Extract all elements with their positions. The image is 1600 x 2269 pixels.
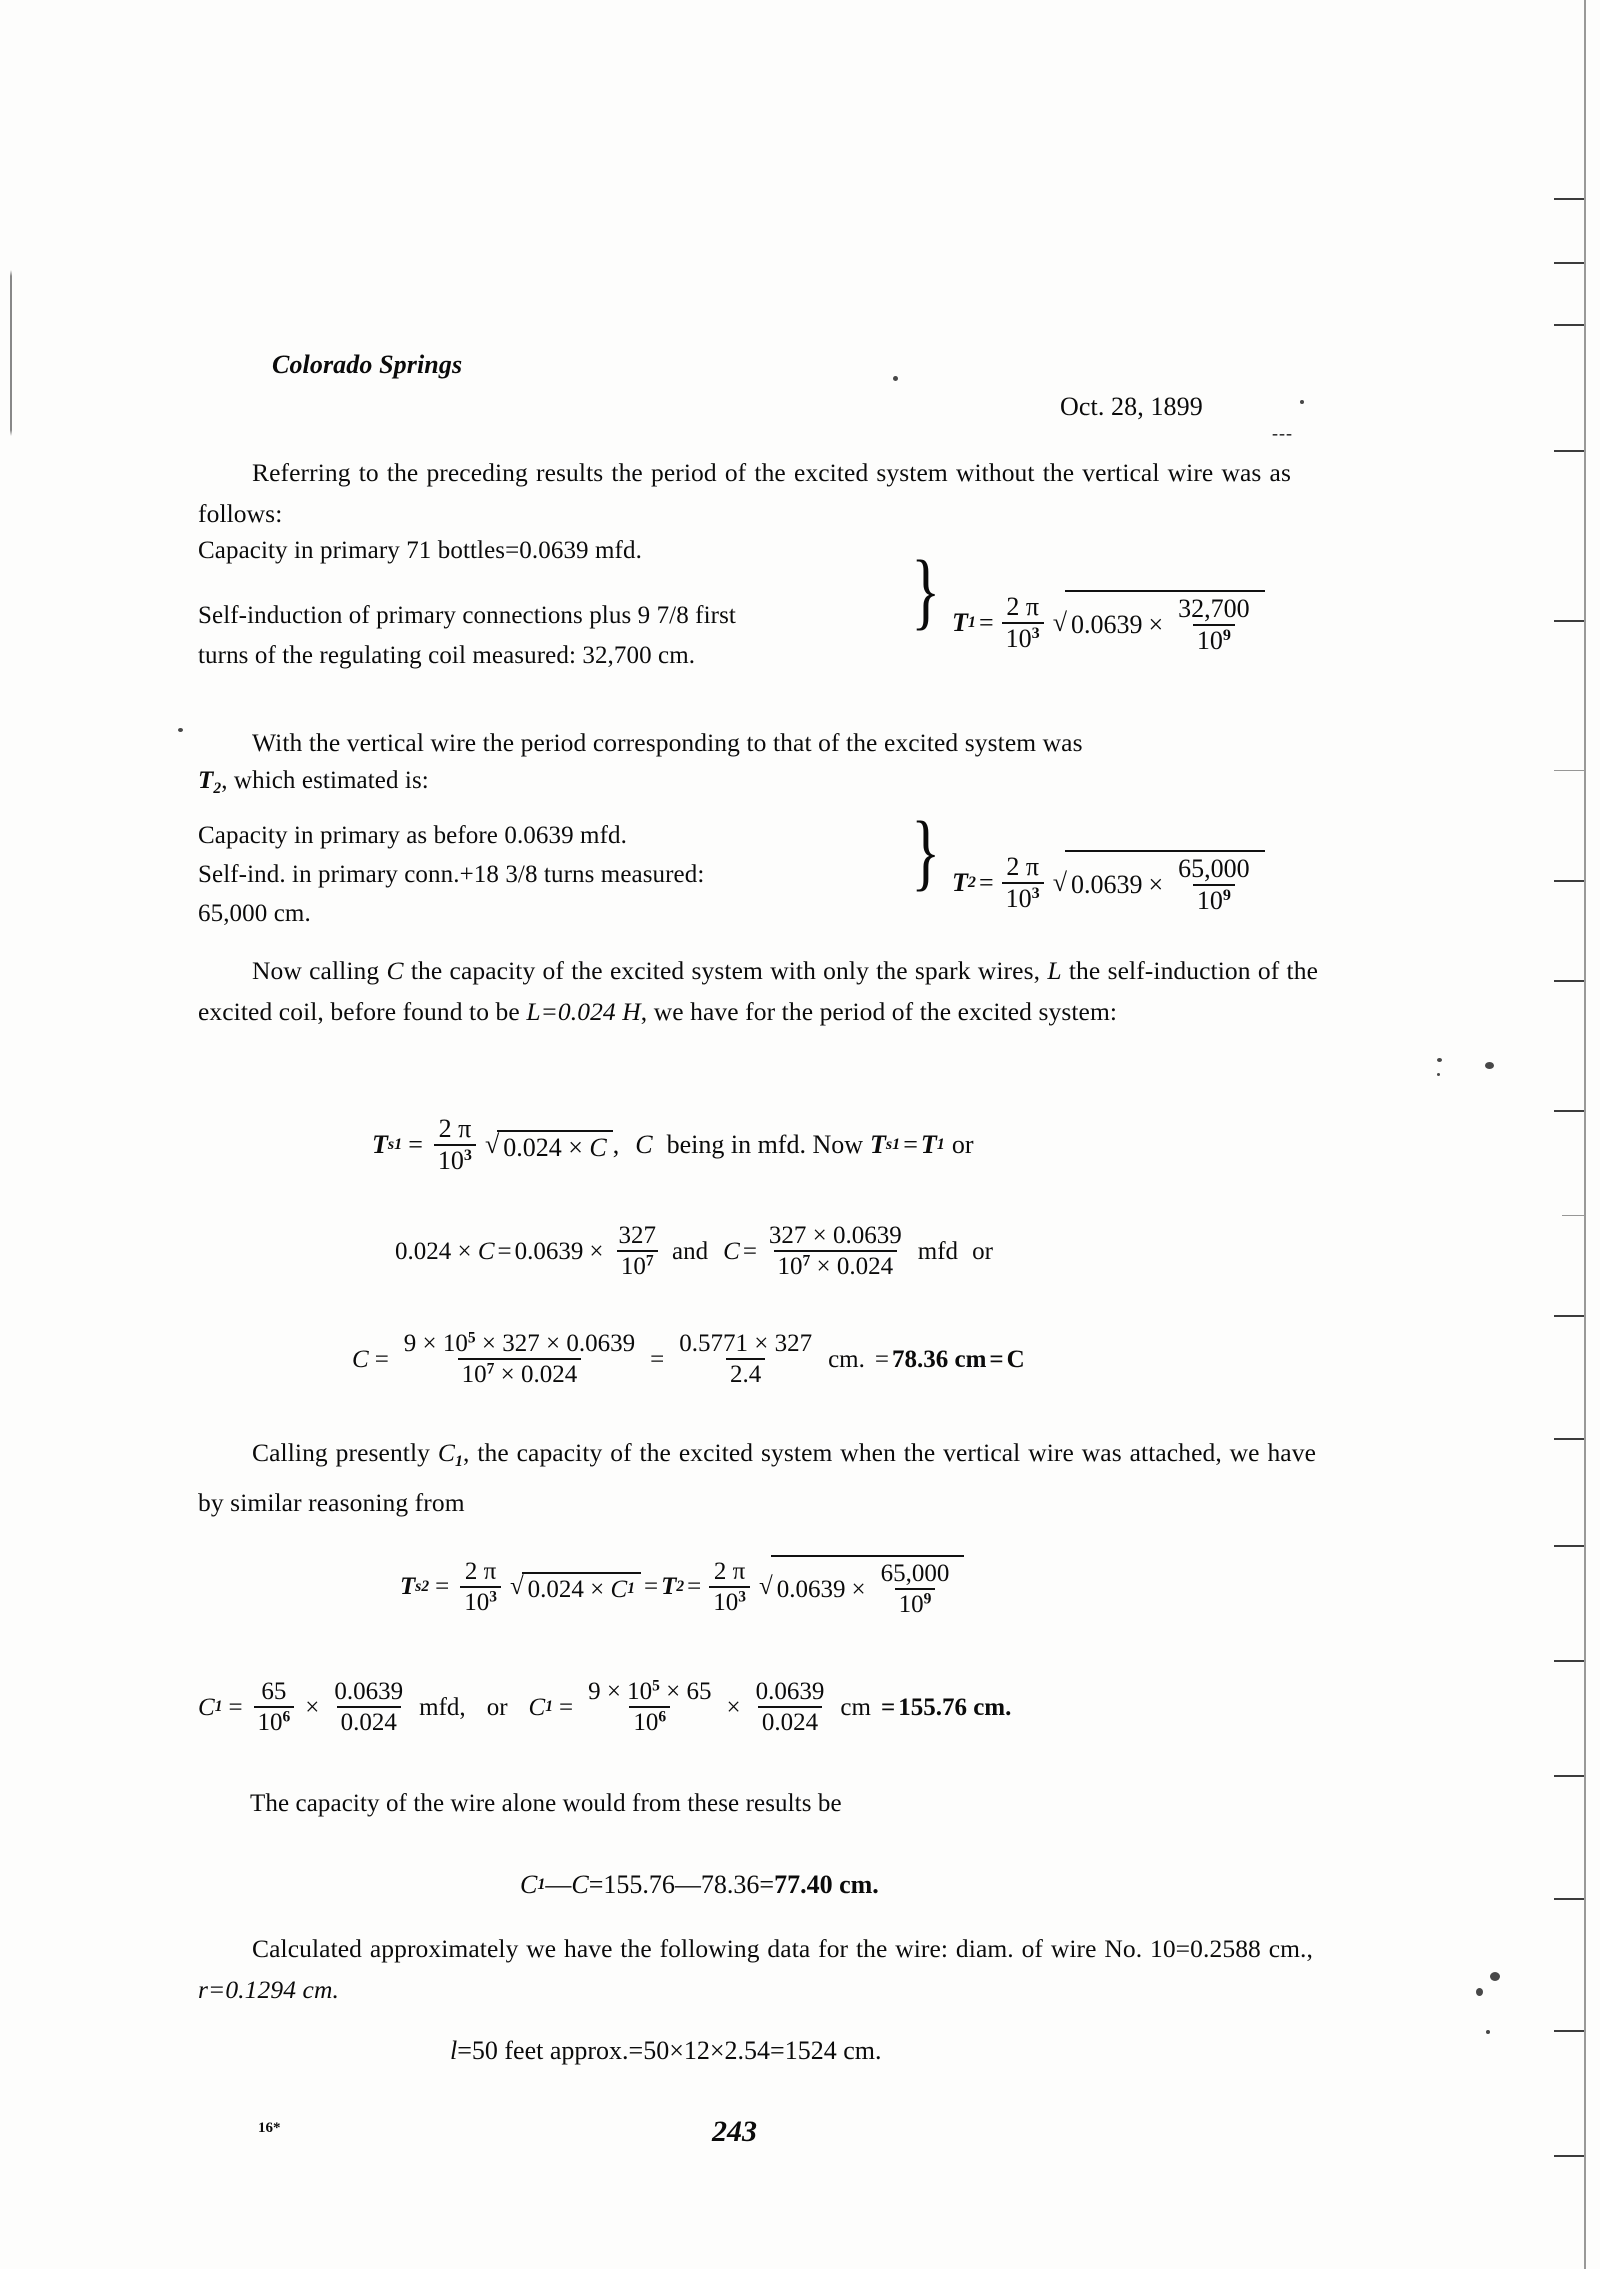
T1-coef-den-exponent: 3 — [1031, 624, 1040, 642]
p3-part-c: the self-induction of the excited coil, before found to be — [198, 956, 1319, 1026]
Cvalue-f1-num-b: × 327 × 0.0639 — [481, 1330, 636, 1357]
equation-length — [450, 2038, 881, 2064]
p3-part-e: , we have for the period of the excited system: — [640, 997, 1118, 1026]
Ts2-radicand2-first: 0.0639 — [776, 1575, 846, 1603]
Csolve-f1-den-exponent: 7 — [645, 1252, 654, 1270]
Cvalue-f1-den-exponent: 7 — [486, 1360, 495, 1378]
Ts1-coef-den-exponent: 3 — [463, 1147, 472, 1165]
Csolve-left: 0.024 × — [395, 1237, 472, 1265]
Ts2-radical-1 — [510, 1572, 641, 1602]
T2-radicand-first: 0.0639 — [1070, 870, 1143, 900]
Cvalue-unit: cm. — [828, 1345, 865, 1373]
C1value-times-2: × — [726, 1693, 741, 1721]
C1value-f3-denominator — [629, 1706, 670, 1736]
C1-symbol-inline: C — [437, 1438, 455, 1467]
paragraph-now-calling-C — [198, 950, 1318, 1032]
Ts1-radical — [485, 1130, 613, 1161]
Ts2-inner-fraction — [877, 1560, 954, 1618]
C1value-unit-2: cm — [840, 1693, 871, 1721]
equation-C1-minus-C — [520, 1872, 879, 1898]
Cvalue-equals-4: = — [989, 1345, 1004, 1373]
Csolve-fraction-2 — [765, 1222, 906, 1280]
Ts2-coef-denominator — [460, 1586, 501, 1616]
Ts2-coef2-den-base: 10 — [713, 1588, 739, 1616]
block2-line2: Self-ind. in primary conn.+18 3/8 turns measured: — [198, 861, 705, 888]
Ts2-inner-den-exponent: 9 — [923, 1590, 932, 1608]
C1value-result: 155.76 cm. — [898, 1693, 1012, 1721]
T2-radical — [1053, 850, 1265, 915]
signature-mark: 16* — [258, 2120, 281, 2136]
Ts1-comma: , — [612, 1130, 620, 1160]
length-var: l — [450, 2036, 458, 2065]
diff-equals: = — [588, 1870, 604, 1899]
C1value-f3-den-exponent: 6 — [658, 1708, 667, 1726]
Cvalue-f1-num-a: 9 × 10 — [403, 1330, 468, 1357]
Ts2-inner-den-base: 10 — [898, 1591, 924, 1618]
Ts1-subscript: s1 — [387, 1136, 403, 1154]
Ts1-coefficient-fraction — [434, 1115, 476, 1175]
Ts2-radicand-1 — [522, 1572, 641, 1602]
T1-subscript: 1 — [967, 613, 976, 631]
Ts2-radicand-var: C — [610, 1575, 628, 1603]
T1-radicand-first: 0.0639 — [1070, 610, 1143, 640]
T1-radical — [1053, 590, 1265, 655]
sqrt-icon: √ — [1052, 867, 1067, 897]
p3-part-b: the capacity of the excited system with only the spark wires, — [403, 956, 1048, 985]
T1-coefficient-fraction — [1002, 593, 1044, 653]
paragraph-referring — [198, 452, 1291, 534]
paragraph-calling-presently — [198, 1432, 1316, 1523]
Cvalue-result-var: C — [1006, 1345, 1025, 1373]
Ts2-coef2-den-exponent: 3 — [738, 1587, 746, 1605]
T2-inner-fraction — [1174, 855, 1254, 915]
C1value-equals-1: = — [228, 1693, 243, 1721]
page-number: 243 — [712, 2115, 757, 2148]
T2-inner-den-exponent: 9 — [1222, 887, 1231, 905]
T2-inline-symbol: T — [198, 767, 214, 794]
Csolve-f2-den-rest: × 0.024 — [816, 1253, 894, 1280]
p6-part-a: Calculated approximately we have the following data for the wire: diam. of wire No. 10=0.2588 cm., — [252, 1934, 1313, 1963]
block2-brace: } — [911, 803, 941, 899]
Ts1-tail-text2: or — [951, 1130, 974, 1160]
T2-subscript: 2 — [967, 873, 976, 891]
Csolve-fraction-1 — [615, 1222, 661, 1280]
Csolve-value: 0.0639 — [514, 1237, 584, 1265]
Csolve-f2-den-exponent: 7 — [802, 1252, 811, 1270]
C1value-unit-1: mfd, — [419, 1693, 466, 1721]
T2-inline-subscript: 2 — [213, 779, 222, 797]
T1-coef-denominator — [1002, 622, 1044, 653]
L-value-inline: L=0.024 H — [526, 997, 641, 1026]
block1-line3: turns of the regulating coil measured: 32,700 cm. — [198, 642, 696, 669]
T2-coef-den-exponent: 3 — [1031, 884, 1040, 902]
Csolve-f2-den-base: 10 — [777, 1253, 803, 1280]
equation-C-solve — [395, 1222, 1000, 1280]
Csolve-f1-numerator: 327 — [618, 1222, 657, 1249]
Cvalue-f1-denominator — [458, 1358, 582, 1388]
Cvalue-f1-num-exponent: 5 — [467, 1329, 476, 1347]
T2-inner-den-base: 10 — [1196, 886, 1223, 916]
Csolve-f2-numerator: 327 × 0.0639 — [768, 1222, 902, 1249]
T2-coef-numerator: 2 π — [1006, 851, 1039, 881]
diff-rhs: 155.76—78.36= — [603, 1870, 775, 1899]
Csolve-equals-1: = — [497, 1237, 512, 1265]
Ts1-tail-var1: C — [635, 1130, 653, 1160]
sqrt-icon: √ — [484, 1130, 500, 1160]
T1-coef-den-base: 10 — [1005, 623, 1032, 653]
T1-inner-numerator: 32,700 — [1178, 594, 1250, 623]
Cvalue-fraction-1 — [400, 1330, 639, 1388]
equation-T2 — [952, 850, 1265, 915]
paragraph-with-vertical-wire — [198, 722, 1308, 763]
paragraph-calculated-approximately — [198, 1928, 1313, 2010]
Csolve-tail: or — [972, 1237, 993, 1265]
Ts2-radicand-sub: 1 — [627, 1580, 635, 1598]
place-heading: Colorado Springs — [272, 350, 463, 379]
Ts2-coefficient-fraction-2 — [709, 1558, 750, 1616]
T1-inner-den-exponent: 9 — [1222, 627, 1231, 645]
Cvalue-equals-2: = — [650, 1345, 665, 1373]
Cvalue-equals-3: = — [874, 1345, 889, 1373]
paragraph-with-vertical-wire-line2 — [198, 763, 429, 807]
C1value-f3-num-b: × 65 — [666, 1678, 712, 1705]
T1-times: × — [1148, 610, 1164, 640]
T1-equals: = — [978, 607, 994, 637]
C1value-fraction-2 — [330, 1678, 407, 1736]
Ts1-tail-text1: being in mfd. Now — [666, 1130, 864, 1160]
C1value-f4-numerator: 0.0639 — [755, 1678, 825, 1705]
C-symbol-inline: C — [386, 956, 404, 985]
Cvalue-equals-1: = — [374, 1345, 389, 1373]
T2-symbol: T — [952, 867, 968, 897]
date-line: Oct. 28, 1899 — [1060, 392, 1203, 421]
T1-symbol: T — [952, 607, 968, 637]
sqrt-icon: √ — [509, 1573, 524, 1600]
C1value-rhs-sub: 1 — [545, 1698, 553, 1716]
Ts2-coef2-denominator — [709, 1586, 750, 1616]
T1-inner-fraction — [1174, 595, 1254, 655]
Csolve-times: × — [589, 1237, 604, 1265]
C1value-f1-denominator — [254, 1706, 295, 1736]
equation-C1-value — [198, 1678, 1011, 1736]
date-underline-artifact: --- — [1272, 423, 1293, 443]
Csolve-f2-denominator — [774, 1250, 898, 1280]
C1value-fraction-4 — [752, 1678, 829, 1736]
Ts1-symbol: T — [372, 1130, 388, 1160]
C1-subscript-inline: 1 — [454, 1453, 463, 1471]
sqrt-icon: √ — [1052, 607, 1067, 637]
block2-line3: 65,000 cm. — [198, 900, 311, 927]
paragraph-capacity-of-wire: The capacity of the wire alone would from these results be — [250, 1790, 842, 1817]
Cvalue-f2-denominator: 2.4 — [726, 1358, 765, 1388]
T2-equals: = — [978, 867, 994, 897]
diff-result: 77.40 cm. — [774, 1870, 879, 1899]
Ts1-tail-sub3: 1 — [936, 1136, 945, 1154]
Ts1-tail-sub2: s1 — [885, 1136, 901, 1154]
Ts2-times: × — [851, 1575, 866, 1603]
Cvalue-f1-den-base: 10 — [461, 1361, 487, 1388]
Ts1-tail-equals: = — [903, 1130, 918, 1160]
Ts2-radicand-2 — [771, 1555, 965, 1618]
Ts1-tail-var2: T — [870, 1130, 886, 1160]
Cvalue-lhs-var: C — [352, 1345, 369, 1373]
length-text: =50 feet approx.=50×12×2.54=1524 cm. — [457, 2036, 882, 2065]
Ts2-coefficient-fraction — [460, 1558, 501, 1616]
C1value-fraction-3 — [584, 1678, 715, 1736]
block2-line1: Capacity in primary as before 0.0639 mfd. — [198, 822, 627, 849]
paragraph-referring-text: Referring to the preceding results the period of the excited system without the vertical wire was as follows: — [198, 458, 1291, 528]
Cvalue-result: 78.36 cm — [891, 1345, 987, 1373]
C1value-rhs-var: C — [528, 1693, 546, 1721]
C1value-fraction-1 — [254, 1678, 295, 1736]
C1value-f2-denominator: 0.024 — [337, 1706, 401, 1736]
diff-var-2: C — [571, 1870, 589, 1899]
paragraph-with-vertical-wire-tail: , which estimated is: — [221, 767, 429, 794]
Csolve-equals-2: = — [742, 1237, 757, 1265]
Ts2-equals-3: = — [687, 1573, 702, 1600]
T2-coef-denominator — [1002, 882, 1044, 913]
T1-radicand — [1065, 590, 1265, 655]
C1value-equals-2: = — [558, 1693, 574, 1721]
Csolve-f1-denominator — [617, 1250, 658, 1280]
Ts1-coef-denominator — [434, 1144, 476, 1175]
Ts2-equals-2: = — [643, 1573, 659, 1600]
Ts1-coef-den-base: 10 — [437, 1146, 464, 1176]
equation-Ts1 — [372, 1115, 981, 1175]
sqrt-icon: √ — [758, 1573, 773, 1600]
Cvalue-f1-den-rest: × 0.024 — [500, 1361, 578, 1388]
C1value-lhs-sub: 1 — [214, 1698, 223, 1716]
p4-part-a: Calling presently — [252, 1438, 438, 1467]
Csolve-unit: mfd — [917, 1237, 959, 1265]
C1value-times-1: × — [305, 1693, 320, 1721]
block1-line2: Self-induction of primary connections plus 9 7/8 first — [198, 602, 736, 629]
Ts2-symbol: T — [400, 1573, 416, 1600]
T2-coef-den-base: 10 — [1005, 883, 1032, 913]
Ts2-radicand-text: 0.024 × — [527, 1575, 605, 1603]
C1value-equals-3: = — [880, 1693, 896, 1721]
C1value-or: or — [486, 1693, 508, 1721]
p4-part-b: , the capacity of the excited system when the vertical wire was attached, we have by similar reasoning from — [198, 1438, 1316, 1518]
C1value-f3-num-a: 9 × 10 — [588, 1678, 653, 1705]
Ts2-radical-2 — [759, 1555, 964, 1618]
paragraph-with-vertical-wire-text: With the vertical wire the period corresponding to that of the excited system was — [252, 728, 1083, 757]
C1value-f3-den-base: 10 — [633, 1709, 659, 1736]
C1value-lhs-var: C — [198, 1693, 215, 1721]
Ts1-radicand-var: C — [589, 1132, 607, 1162]
block1-line1: Capacity in primary 71 bottles=0.0639 mfd. — [198, 537, 642, 564]
diff-sub-1: 1 — [537, 1875, 546, 1893]
C1value-f4-denominator: 0.024 — [758, 1706, 822, 1736]
C1value-f1-den-exponent: 6 — [282, 1708, 291, 1726]
Ts2-mid-sub: 2 — [676, 1577, 685, 1595]
C1value-f1-den-base: 10 — [257, 1709, 283, 1736]
Ts2-coef-den-base: 10 — [464, 1588, 490, 1616]
Ts1-radicand-text: 0.024 × — [503, 1132, 583, 1162]
equation-C-value — [352, 1330, 1025, 1388]
equation-Ts2 — [400, 1555, 964, 1618]
diff-var-1: C — [520, 1870, 538, 1899]
Ts2-coef-den-exponent: 3 — [489, 1587, 497, 1605]
Csolve-right-var: C — [723, 1237, 740, 1265]
Csolve-and: and — [672, 1237, 709, 1265]
T1-inner-den-base: 10 — [1196, 626, 1223, 656]
Ts2-equals-1: = — [435, 1573, 450, 1600]
equation-T1 — [952, 590, 1265, 655]
C1value-f1-numerator: 65 — [261, 1678, 287, 1705]
Cvalue-f1-numerator — [400, 1330, 639, 1358]
T1-inner-denominator — [1193, 624, 1235, 655]
block1-brace: } — [911, 542, 941, 638]
T1-coef-numerator: 2 π — [1006, 591, 1039, 621]
L-symbol-inline: L — [1047, 956, 1062, 985]
C1value-f3-numerator — [584, 1678, 715, 1706]
Csolve-left-var: C — [477, 1237, 495, 1265]
p3-part-a: Now calling — [252, 956, 387, 985]
Cvalue-fraction-2 — [675, 1330, 816, 1388]
Ts1-tail-var3: T — [920, 1130, 937, 1160]
Cvalue-f2-numerator: 0.5771 × 327 — [679, 1330, 813, 1357]
Ts2-subscript: s2 — [415, 1577, 430, 1595]
T2-inner-numerator: 65,000 — [1178, 854, 1250, 883]
Ts1-equals: = — [408, 1130, 423, 1160]
Ts2-inner-numerator: 65,000 — [880, 1560, 950, 1587]
T2-times: × — [1148, 870, 1164, 900]
Csolve-f1-den-base: 10 — [620, 1253, 646, 1280]
Ts1-coef-numerator: 2 π — [438, 1114, 472, 1143]
Ts2-inner-denominator — [895, 1588, 936, 1618]
C1value-f2-numerator: 0.0639 — [334, 1678, 404, 1705]
Ts2-coef-numerator: 2 π — [464, 1557, 497, 1585]
p6-part-b: r=0.1294 cm. — [198, 1975, 339, 2004]
T2-inner-denominator — [1193, 884, 1235, 915]
Ts1-radicand — [497, 1130, 613, 1161]
C1value-f3-num-exponent: 5 — [652, 1677, 660, 1695]
T2-coefficient-fraction — [1002, 853, 1044, 913]
Ts2-mid-var: T — [661, 1573, 677, 1600]
Ts2-coef2-numerator: 2 π — [713, 1557, 746, 1585]
diff-minus: — — [545, 1870, 572, 1899]
T2-radicand — [1065, 850, 1265, 915]
